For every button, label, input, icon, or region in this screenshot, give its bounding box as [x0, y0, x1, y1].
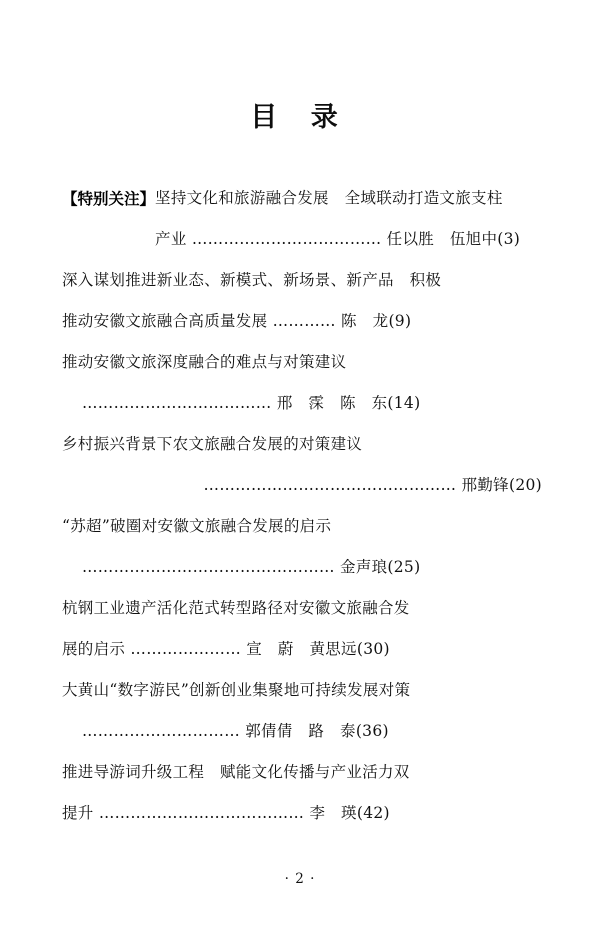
toc-entry-line: 杭钢工业遗产活化范式转型路径对安徽文旅融合发 [62, 599, 410, 617]
toc-entry [62, 588, 542, 670]
entry-lines [62, 342, 542, 424]
toc-entry-line: 推动安徽文旅深度融合的难点与对策建议 [62, 353, 347, 371]
entry-lines [62, 506, 542, 588]
toc-entry-line: 推进导游词升级工程 赋能文化传播与产业活力双 [62, 763, 410, 781]
toc-entry-line: 大黄山“数字游民”创新创业集聚地可持续发展对策 [62, 681, 411, 699]
toc-entry-line: 推动安徽文旅融合高质量发展 ………… 陈 龙(9) [62, 312, 412, 330]
toc-entry-line: ………………………………………… 邢勤锋(20) [203, 476, 542, 494]
entry-lines [62, 588, 542, 670]
entry-lines [62, 424, 542, 506]
toc-entry-line: 产业 ……………………………… 任以胜 伍旭中(3) [155, 230, 521, 248]
toc-entry-line: 展的启示 ………………… 宣 蔚 黄思远(30) [62, 640, 390, 658]
toc-entry [62, 424, 542, 506]
toc-entry [62, 506, 542, 588]
toc-entry-line: ……………………………… 邢 霂 陈 东(14) [82, 394, 421, 412]
section-tag: 【特别关注】 [62, 189, 156, 208]
toc-page [0, 95, 600, 931]
entry-lines [62, 752, 542, 834]
toc-entry [62, 670, 542, 752]
entry-lines [62, 670, 542, 752]
toc-entry [62, 178, 542, 260]
page-number: · 2 · [284, 871, 316, 887]
toc-entry-line: ………………………………………… 金声琅(25) [82, 558, 421, 576]
toc-entry-line: 乡村振兴背景下农文旅融合发展的对策建议 [62, 435, 363, 453]
page-title: 目 录 [250, 102, 350, 133]
toc-entry-line: 深入谋划推进新业态、新模式、新场景、新产品 积极 [62, 271, 442, 289]
toc-entry [62, 260, 542, 342]
toc-entry-line: ………………………… 郭倩倩 路 泰(36) [82, 722, 389, 740]
toc-entry [62, 342, 542, 424]
toc-entry-line: 提升 ………………………………… 李 瑛(42) [62, 804, 390, 822]
toc-entries-container [0, 178, 600, 834]
entry-lines [155, 178, 542, 260]
toc-entry-line: “苏超”破圈对安徽文旅融合发展的启示 [62, 517, 332, 535]
toc-entry [62, 752, 542, 834]
toc-entry-line: 坚持文化和旅游融合发展 全域联动打造文旅支柱 [155, 189, 503, 207]
entry-lines [62, 260, 542, 342]
